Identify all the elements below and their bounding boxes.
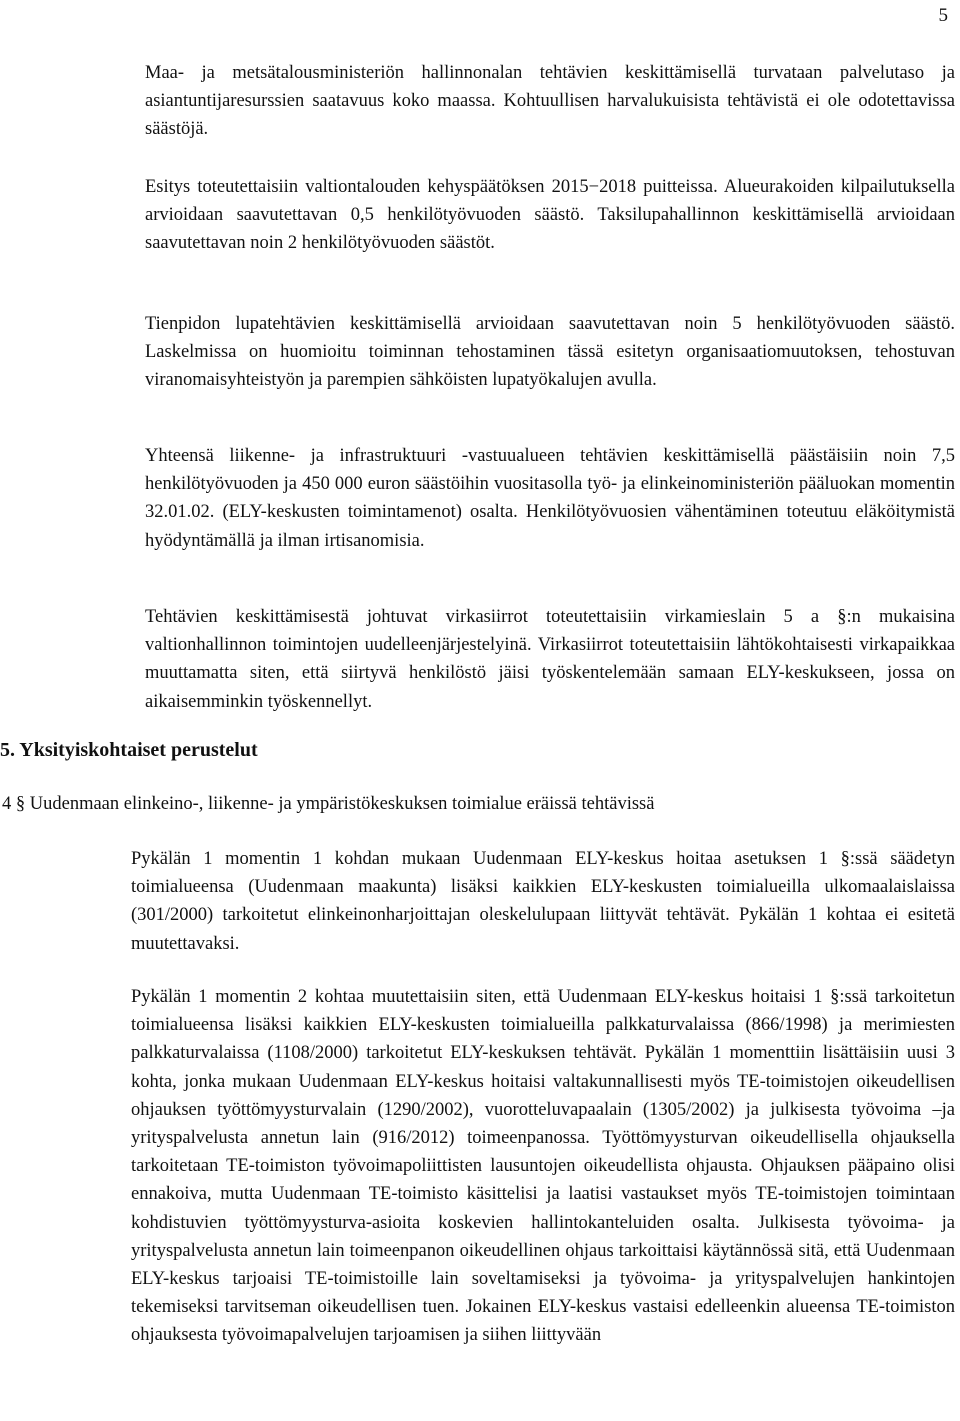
page-number: 5 [938,5,948,26]
section-subheading: 4 § Uudenmaan elinkeino-, liikenne- ja ympäristökeskuksen toimialue eräissä tehtävissä [2,794,655,814]
paragraph-total-savings: Yhteensä liikenne- ja infrastruktuuri -vastuualueen tehtävien keskittämisellä päästäisiin noin 7,5 henkilötyövuoden ja 450 000 euron säästöihin vuositasolla työ- ja elinkeinoministeriön pääluokan momentin 32.01.02. (ELY-keskusten toimintamenot) osalta. Henkilötyövuosien vähentäminen toteutuu eläköitymistä hyödyntämällä ja ilman irtisanomisia. [145,446,955,551]
paragraph-road-permits: Tienpidon lupatehtävien keskittämisellä arvioidaan saavutettavan noin 5 henkilötyövuoden säästö. Laskelmissa on huomioitu toiminnan tehostaminen tässä esitetyn organisaatiomuutoksen, tehostuvan viranomaisyhteistyön ja parempien sähköisten lupatyökalujen avulla. [145,314,955,391]
paragraph-ministry: Maa- ja metsätalousministeriön hallinnonalan tehtävien keskittämisellä turvataan palvelutaso ja asiantuntijaresurssien saatavuus koko maassa. Kohtuullisen harvalukuisista tehtävistä ei ole odotettavissa säästöjä. [145,63,955,140]
paragraph-transfers: Tehtävien keskittämisestä johtuvat virkasiirrot toteutettaisiin virkamieslain 5 a §:n mukaisina valtionhallinnon toimintojen uudelleenjärjestelyinä. Virkasiirrot toteutettaisiin lähtökohtaisesti virkapaikkaa muuttamatta siten, että siirtyvä henkilöstö jäisi työskentelemään samaan ELY-keskukseen, jossa on aikaisemminkin työskennellyt. [145,607,955,712]
paragraph-budget-frame: Esitys toteutettaisiin valtiontalouden kehyspäätöksen 2015−2018 puitteissa. Alueurakoiden kilpailutuksella arvioidaan saavutettavan 0,5 henkilötyövuoden säästö. Taksilupahallinnon keskittämisellä arvioidaan saavutettavan noin 2 henkilötyövuoden säästöt. [145,177,955,254]
paragraph-section-2: Pykälän 1 momentin 2 kohtaa muutettaisiin siten, että Uudenmaan ELY-keskus hoitaisi 1 §:ssä tarkoitetun toimialueensa lisäksi kaikkien ELY-keskusten toimialueilla palkkaturvalaissa (866/1998) ja merimiesten palkkaturvalaissa (1108/2000) tarkoitetut ELY-keskuksen tehtävät. Pykälän 1 momenttiin lisättäisiin uusi 3 kohta, jonka mukaan Uudenmaan ELY-keskus hoitaisi valtakunnallisesti myös TE-toimistojen oikeudellisen ohjauksen työttömyysturvalain (1290/2002), vuorotteluvapaalain (1305/2002) ja julkisesta työvoima –ja yrityspalvelusta annetun lain (916/2012) toimeenpanossa. Työttömyysturvan oikeudellisella ohjauksella tarkoitetaan TE-toimiston työvoimapoliittisten lausuntojen oikeudellista ohjausta. Ohjauksen pääpaino olisi ennakoiva, mutta Uudenmaan TE-toimisto käsittelisi ja laatisi vastaukset myös TE-toimistojen toimintaan kohdistuvien työttömyysturva-asioita koskevien hallintokanteluiden osalta. Julkisesta työvoima- ja yrityspalvelusta annetun lain toimeenpanon oikeudellinen ohjaus tarkoittaisi käytännössä sitä, että Uudenmaan ELY-keskus tarjoaisi TE-toimistoille lain soveltamiseksi ja työvoima- ja yrityspalvelujen hankintojen tekemiseksi tarvitseman oikeudellisen tuen. Jokainen ELY-keskus vastaisi edelleenkin alueensa TE-toimiston ohjauksesta työvoimapalvelujen tarjoamisen ja siihen liittyvään [131,987,955,1346]
paragraph-section-1: Pykälän 1 momentin 1 kohdan mukaan Uudenmaan ELY-keskus hoitaa asetuksen 1 §:ssä säädetyn toimialueensa (Uudenmaan maakunta) lisäksi kaikkien ELY-keskusten toimialueilla ulkomaalaislaissa (301/2000) tarkoitetut elinkeinonharjoittajan oleskelulupaan liittyvät tehtävät. Pykälän 1 kohtaa ei esitetä muutettavaksi. [131,849,955,954]
section-heading: 5. Yksityiskohtaiset perustelut [0,739,258,761]
